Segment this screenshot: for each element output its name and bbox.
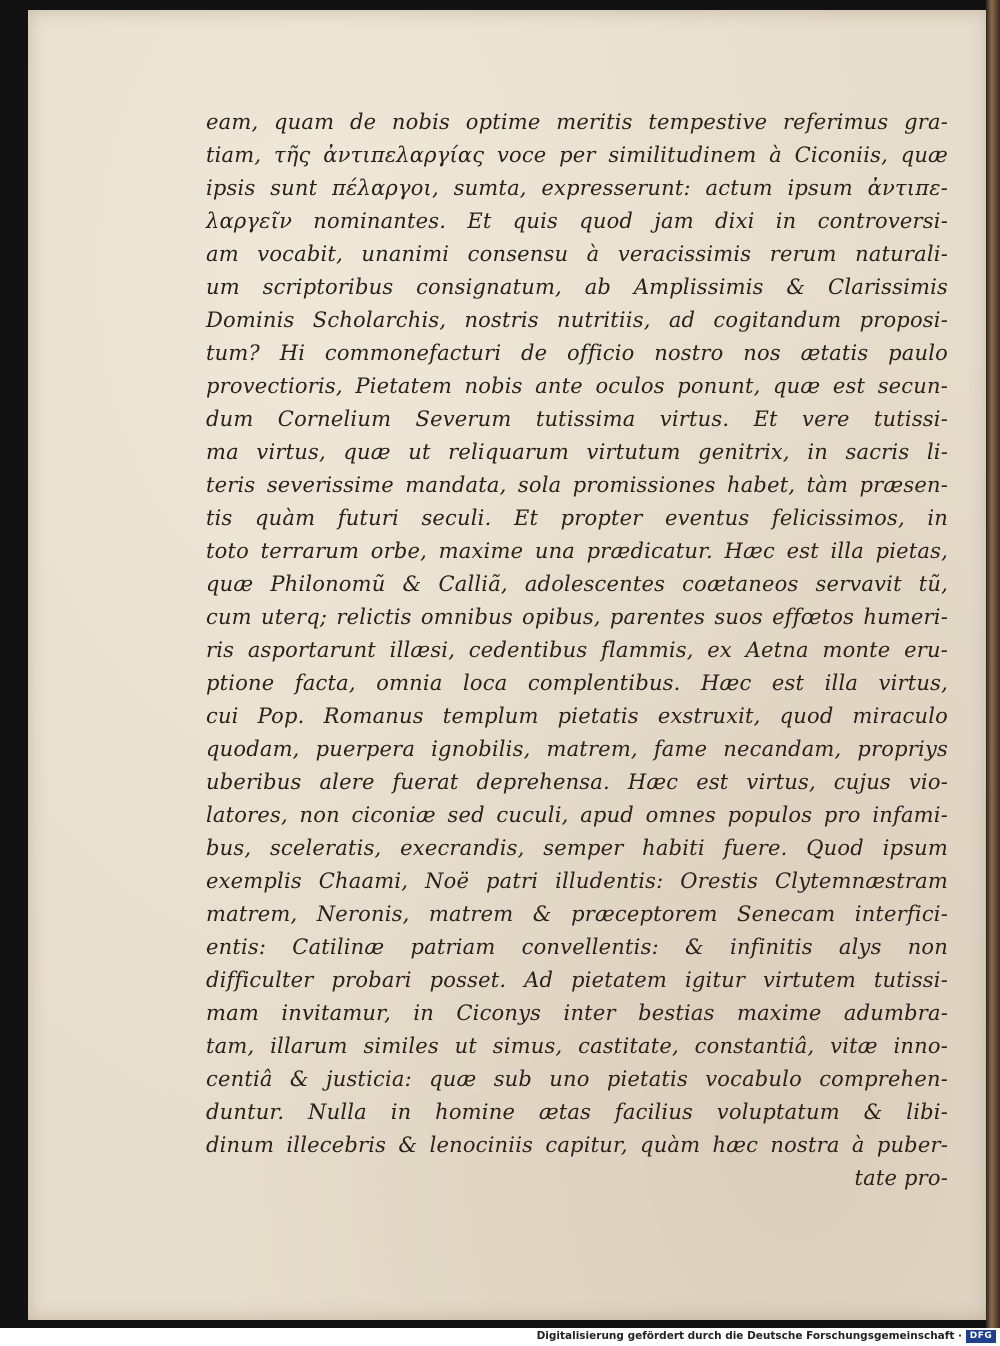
text-line: duntur. Nulla in homine ætas facilius voluptatum & libi- <box>206 1100 948 1124</box>
text-line: quæ Philonomũ & Calliã, adolescentes coætaneos servavit tũ, <box>206 572 948 596</box>
text-line: λαργεῖν nominantes. Et quis quod jam dixi in controversi- <box>206 209 948 233</box>
text-line: Dominis Scholarchis, nostris nutritiis, ad cogitandum proposi- <box>206 308 948 332</box>
text-line: dum Cornelium Severum tutissima virtus. Et vere tutissi- <box>206 407 948 431</box>
text-line: exemplis Chaami, Noë patri illudentis: Orestis Clytemnæstram <box>206 869 948 893</box>
text-line: centiâ & justicia: quæ sub uno pietatis vocabulo comprehen- <box>206 1067 948 1091</box>
text-line: ipsis sunt πέλαργοι, sumta, expresserunt: actum ipsum ἀντιπε- <box>206 176 948 200</box>
text-line: entis: Catilinæ patriam convellentis: & infinitis alys non <box>206 935 948 959</box>
dfg-logo-icon: DFG <box>966 1330 996 1343</box>
page-text <box>206 106 948 1195</box>
text-line: difficulter probari posset. Ad pietatem igitur virtutem tutissi- <box>206 968 948 992</box>
text-line: tum? Hi commonefacturi de officio nostro nos ætatis paulo <box>206 341 948 365</box>
text-line: mam invitamur, in Ciconys inter bestias maxime adumbra- <box>206 1001 948 1025</box>
text-line: bus, sceleratis, execrandis, semper habiti fuere. Quod ipsum <box>206 836 948 860</box>
text-line: cui Pop. Romanus templum pietatis exstruxit, quod miraculo <box>206 704 948 728</box>
text-line: dinum illecebris & lenociniis capitur, quàm hæc nostra à puber- <box>206 1133 948 1157</box>
text-line: quodam, puerpera ignobilis, matrem, fame necandam, propriys <box>206 737 948 761</box>
text-line: ris asportarunt illæsi, cedentibus flammis, ex Aetna monte eru- <box>206 638 948 662</box>
text-line: provectioris, Pietatem nobis ante oculos ponunt, quæ est secun- <box>206 374 948 398</box>
text-line: ma virtus, quæ ut reliquarum virtutum genitrix, in sacris li- <box>206 440 948 464</box>
document-page <box>28 10 988 1320</box>
catchword-line: tate pro- <box>854 1166 948 1190</box>
text-line: tis quàm futuri seculi. Et propter eventus felicissimos, in <box>206 506 948 530</box>
text-line: ptione facta, omnia loca complentibus. Hæc est illa virtus, <box>206 671 948 695</box>
text-line: tiam, τῆς ἀντιπελαργίας voce per similitudinem à Ciconiis, quæ <box>206 143 948 167</box>
text-line: uberibus alere fuerat deprehensa. Hæc est virtus, cujus vio- <box>206 770 948 794</box>
text-line: am vocabit, unanimi consensu à veracissimis rerum naturali- <box>206 242 948 266</box>
text-line: eam, quam de nobis optime meritis tempestive referimus gra- <box>206 110 948 134</box>
text-line: toto terrarum orbe, maxime una prædicatur. Hæc est illa pietas, <box>206 539 948 563</box>
text-line: cum uterq; relictis omnibus opibus, parentes suos effœtos humeri- <box>206 605 948 629</box>
text-line: latores, non ciconiæ sed cuculi, apud omnes populos pro infami- <box>206 803 948 827</box>
text-line: um scriptoribus consignatum, ab Amplissimis & Clarissimis <box>206 275 948 299</box>
text-line: teris severissime mandata, sola promissiones habet, tàm præsen- <box>206 473 948 497</box>
footer-bar <box>0 1328 1000 1346</box>
book-edge <box>986 0 1000 1328</box>
funding-notice: Digitalisierung gefördert durch die Deutsche Forschungsgemeinschaft · <box>536 1330 962 1342</box>
text-line: tam, illarum similes ut simus, castitate, constantiâ, vitæ inno- <box>206 1034 948 1058</box>
text-line: matrem, Neronis, matrem & præceptorem Senecam interfici- <box>206 902 948 926</box>
